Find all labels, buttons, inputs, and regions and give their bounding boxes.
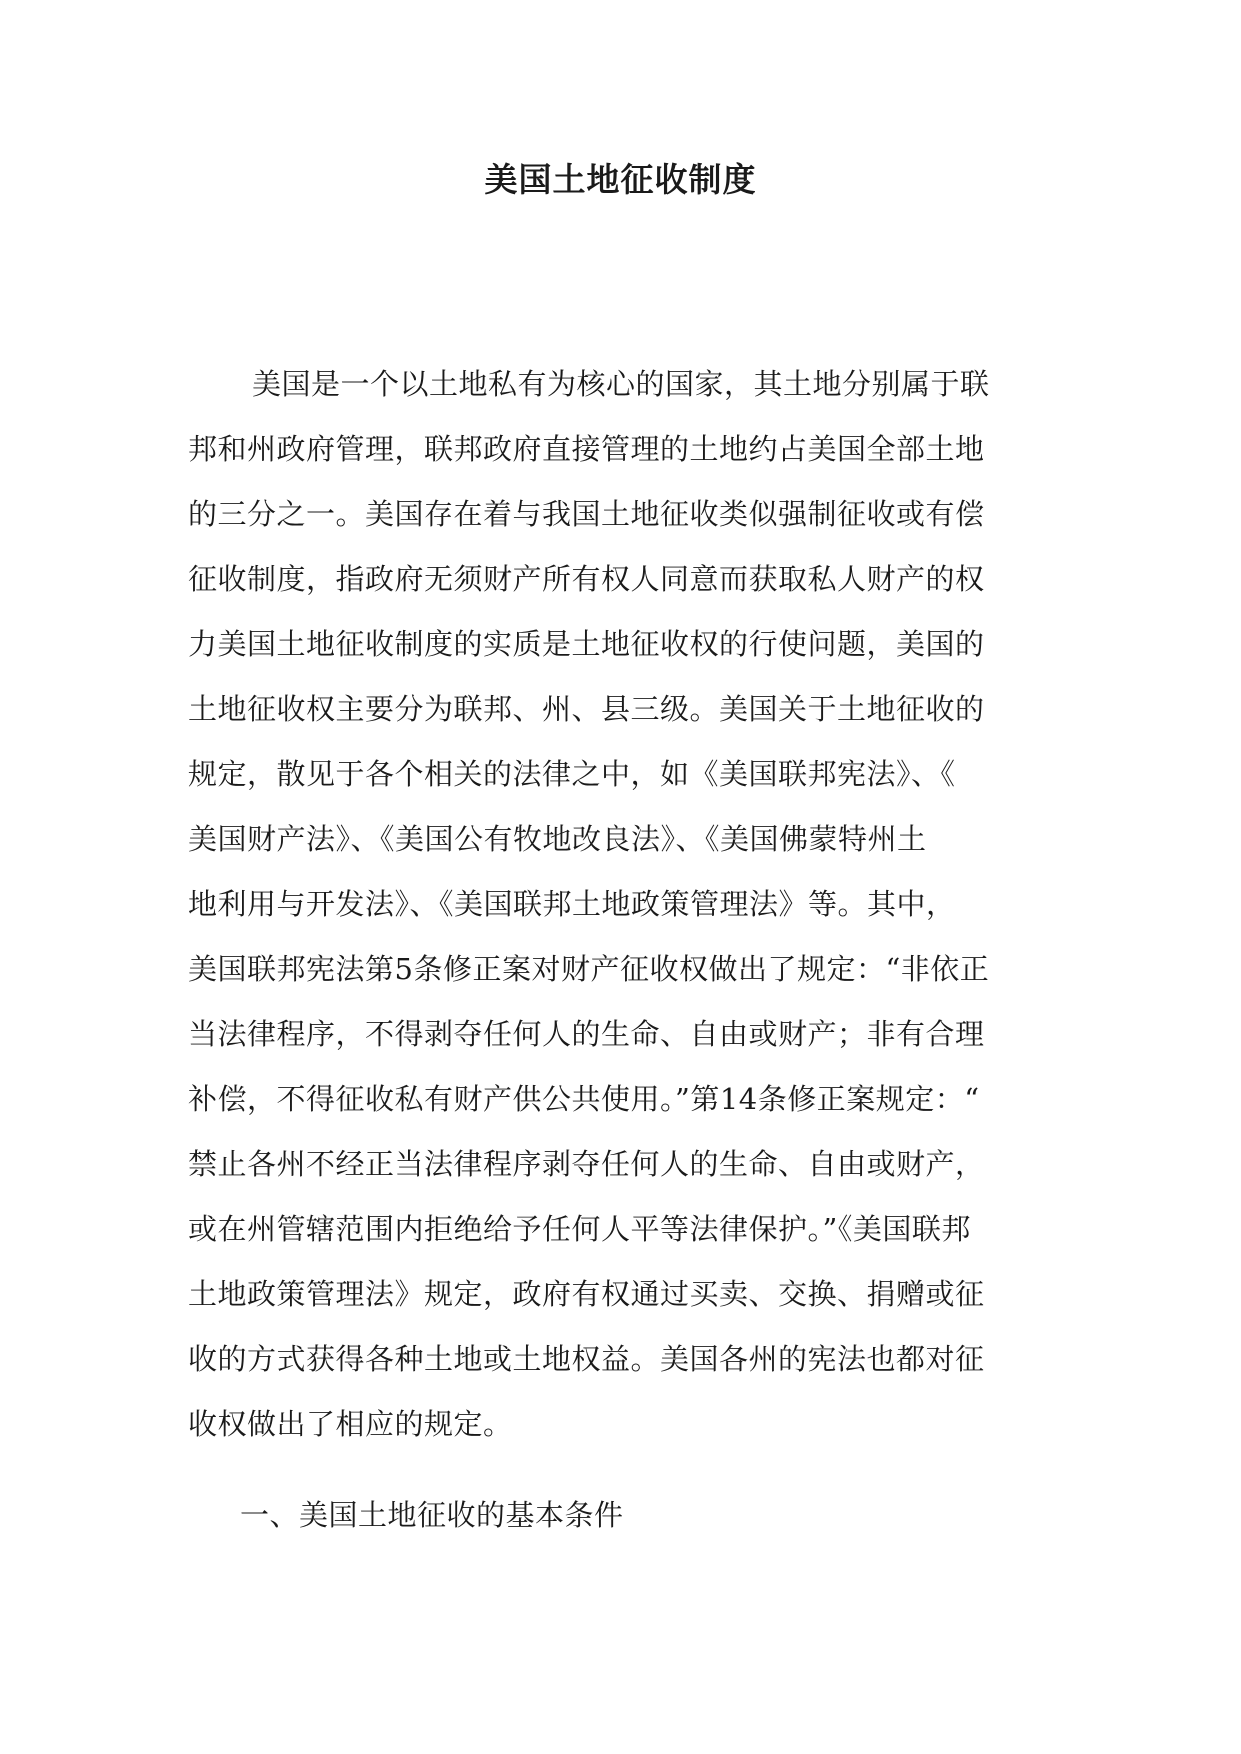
paragraph-line: 土地征收权主要分为联邦、州、县三级。美国关于土地征收的 (188, 692, 985, 726)
paragraph-line: 土地政策管理法》规定，政府有权通过买卖、交换、捐赠或征 (188, 1277, 985, 1311)
paragraph-line: 或在州管辖范围内拒绝给予任何人平等法律保护。”《美国联邦 (188, 1212, 971, 1246)
paragraph-line: 地利用与开发法》、《美国联邦土地政策管理法》等。其中， (188, 887, 956, 921)
paragraph-line: 收权做出了相应的规定。 (188, 1407, 513, 1441)
paragraph-line: 禁止各州不经正当法律程序剥夺任何人的生命、自由或财产， (188, 1147, 985, 1181)
paragraph-line: 力美国土地征收制度的实质是土地征收权的行使问题，美国的 (188, 627, 985, 661)
paragraph-line: 规定，散见于各个相关的法律之中，如《美国联邦宪法》、《 (188, 757, 956, 791)
paragraph-line: 补偿，不得征收私有财产供公共使用。”第14条修正案规定：“ (188, 1082, 980, 1116)
section-heading: 一、美国土地征收的基本条件 (240, 1498, 624, 1532)
paragraph-line: 邦和州政府管理，联邦政府直接管理的土地约占美国全部土地 (188, 432, 985, 466)
body-paragraph (188, 352, 1048, 1457)
paragraph-line: 美国联邦宪法第5条修正案对财产征收权做出了规定：“非依正 (188, 952, 990, 986)
paragraph-line: 征收制度，指政府无须财产所有权人同意而获取私人财产的权 (188, 562, 985, 596)
paragraph-line: 的三分之一。美国存在着与我国土地征收类似强制征收或有偿 (188, 497, 985, 531)
paragraph-line: 当法律程序，不得剥夺任何人的生命、自由或财产；非有合理 (188, 1017, 985, 1051)
paragraph-line: 收的方式获得各种土地或土地权益。美国各州的宪法也都对征 (188, 1342, 985, 1376)
paragraph-line: 美国是一个以土地私有为核心的国家，其土地分别属于联 (252, 367, 990, 401)
document-title: 美国土地征收制度 (484, 160, 757, 199)
paragraph-line: 美国财产法》、《美国公有牧地改良法》、《美国佛蒙特州土 (188, 822, 927, 856)
